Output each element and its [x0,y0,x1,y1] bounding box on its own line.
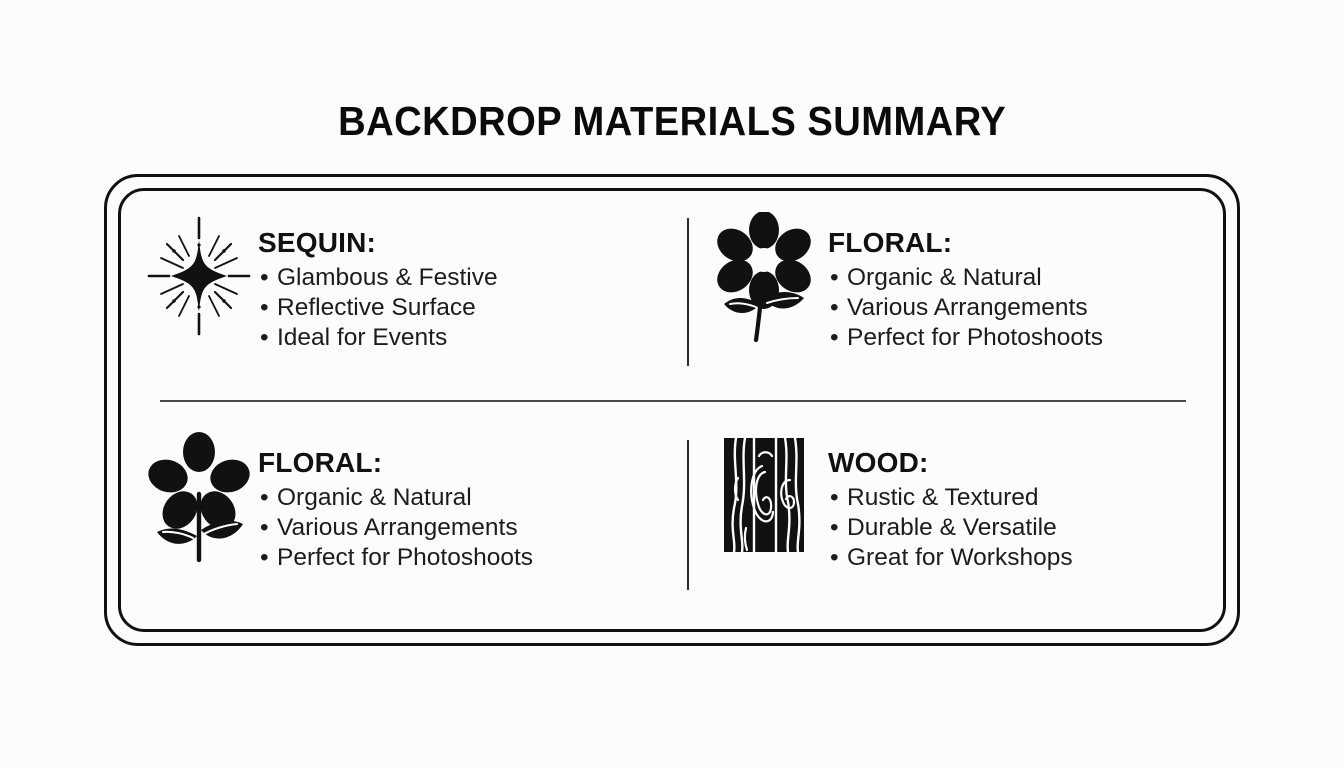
list-item [258,513,533,543]
list-item [828,543,1073,573]
bullet-glyph: • [830,324,839,352]
list-item [258,263,498,293]
list-item [258,543,533,573]
sequin-bullet-list [258,263,498,353]
quadrant-heading: SEQUIN: [258,227,377,258]
list-item [828,483,1073,513]
floral-bottom-bullet-list [258,483,533,573]
sparkle-icon [140,208,258,348]
list-item [258,323,498,353]
list-item-label: Ideal for Events [277,324,448,352]
wood-plank-icon [700,428,828,568]
list-item-label: Perfect for Photoshoots [277,544,534,572]
quadrant-floral-top [700,208,1204,353]
quadrant-heading: FLORAL: [828,227,953,258]
list-item-label: Reflective Surface [277,294,476,322]
floral-top-bullet-list [828,263,1103,353]
bullet-glyph: • [830,264,839,292]
list-item-label: Various Arrangements [277,514,518,542]
list-item-label: Organic & Natural [847,264,1042,292]
bullet-glyph: • [260,514,269,542]
bullet-glyph: • [830,544,839,572]
vertical-divider-bottom [687,440,689,590]
floral-bottom-text-block [258,428,533,573]
page-title-container [0,98,1344,145]
list-item-label: Glambous & Festive [277,264,498,292]
list-item [828,323,1103,353]
flower-six-petal-icon [700,208,828,348]
list-item [258,293,498,323]
bullet-glyph: • [260,294,269,322]
sequin-text-block [258,208,498,353]
vertical-divider-top [687,218,689,366]
list-item [828,513,1073,543]
quadrant-grid [140,200,1204,620]
list-item-label: Rustic & Textured [847,484,1039,512]
bullet-glyph: • [830,294,839,322]
list-item-label: Great for Workshops [847,544,1073,572]
list-item-label: Organic & Natural [277,484,472,512]
quadrant-heading: FLORAL: [258,447,383,478]
quadrant-sequin [140,208,680,353]
floral-top-text-block [828,208,1103,353]
bullet-glyph: • [830,484,839,512]
bullet-glyph: • [260,544,269,572]
list-item-label: Durable & Versatile [847,514,1057,542]
page-title: BACKDROP MATERIALS SUMMARY [337,98,1007,144]
quadrant-floral-bottom [140,428,680,573]
list-item-label: Various Arrangements [847,294,1088,322]
bullet-glyph: • [260,324,269,352]
bullet-glyph: • [260,484,269,512]
list-item [258,483,533,513]
list-item [828,293,1103,323]
quadrant-wood [700,428,1204,573]
quadrant-heading: WOOD: [828,447,929,478]
wood-text-block [828,428,1073,573]
bullet-glyph: • [830,514,839,542]
horizontal-divider [160,400,1186,402]
bullet-glyph: • [260,264,269,292]
list-item [828,263,1103,293]
list-item-label: Perfect for Photoshoots [847,324,1104,352]
wood-bullet-list [828,483,1073,573]
flower-five-petal-icon [140,428,258,568]
